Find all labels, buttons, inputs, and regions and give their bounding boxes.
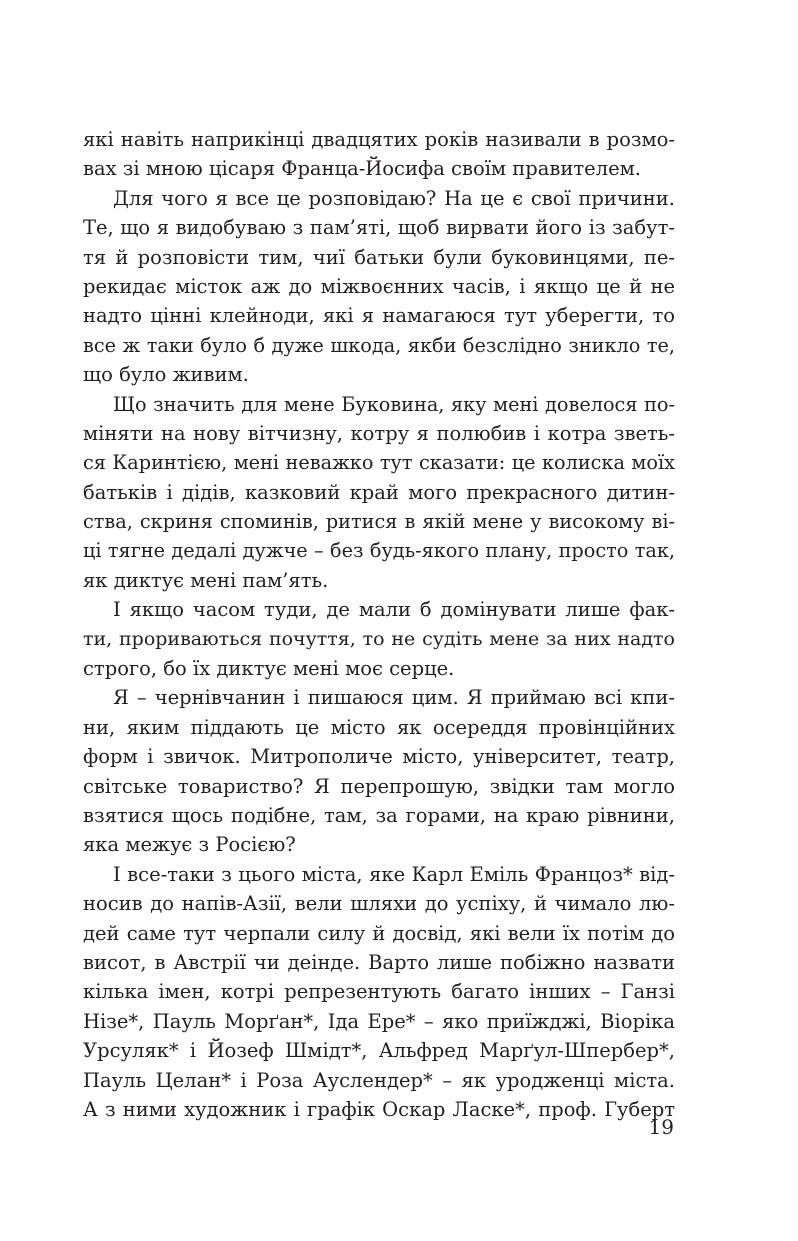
text-line: міняти на нову вітчизну, котру я полюбив і котра зветь-	[83, 421, 675, 445]
text-line: І якщо часом туди, де мали б домінувати лише фак-	[113, 598, 675, 622]
text-line: Я – чернівчанин і пишаюся цим. Я приймаю всі кпи-	[113, 686, 675, 710]
text-line: форм і звичок. Митрополиче місто, університет, театр,	[83, 745, 675, 769]
text-line: Нізе*, Пауль Морґан*, Іда Ере* – яко приїжджі, Віоріка	[83, 1009, 675, 1033]
text-line: Що значить для мене Буковина, яку мені довелося по-	[113, 392, 675, 416]
text-line: ці тягне дедалі дужче – без будь-якого плану, просто так,	[83, 539, 675, 563]
text-line: які навіть наприкінці двадцятих років називали в розмо-	[83, 128, 675, 151]
text-line: ти, прориваються почуття, то не судіть мене за них надто	[83, 627, 675, 650]
text-line: висот, в Австрії чи деінде. Варто лише побіжно назвати	[83, 950, 675, 974]
text-line: носив до напів-Азії, вели шляхи до успіху, й чимало лю-	[83, 892, 675, 916]
text-line: ни, яким піддають це місто як осереддя провінційних	[83, 715, 675, 739]
page-number: 19	[648, 1115, 674, 1139]
text-line: кілька імен, котрі репрезентують багато інших – Ганзі	[83, 980, 675, 1004]
text-line: вах зі мною цісаря Франца-Йосифа своїм правителем.	[83, 157, 641, 181]
text-line: Те, що я видобуваю з пам’яті, щоб вирвати його із забут-	[83, 216, 675, 240]
text-line: як диктує мені пам’ять.	[83, 568, 329, 592]
text-line: батьків і дідів, казковий край мого прекрасного дитин-	[83, 480, 675, 504]
text-line: рекидає місток аж до міжвоєнних часів, і якщо це й не	[83, 274, 675, 298]
text-line: ся Каринтією, мені неважко тут сказати: це колиска моїх	[83, 451, 675, 475]
text-line: надто цінні клейноди, які я намагаюся тут уберегти, то	[83, 304, 675, 328]
text-line: І все-таки з цього міста, яке Карл Еміль Францоз* від-	[113, 862, 675, 886]
text-line: строго, бо їх диктує мені моє серце.	[83, 657, 455, 681]
text-line: взятися щось подібне, там, за горами, на краю рівнини,	[83, 803, 675, 827]
text-line: світське товариство? Я перепрошую, звідки там могло	[83, 774, 675, 798]
text-line: яка межує з Росією?	[83, 833, 296, 857]
body-text	[83, 125, 675, 1124]
text-line: Урсуляк* і Йозеф Шмідт*, Альфред Марґул-Шпербер*,	[83, 1039, 675, 1063]
text-line: все ж таки було б дуже шкода, якби безслідно зникло те,	[83, 333, 675, 357]
text-line: що було живим.	[83, 363, 249, 387]
text-line: тя й розповісти тим, чиї батьки були буковинцями, пе-	[83, 245, 675, 269]
text-line: Пауль Целан* і Роза Ауслендер* – як уродженці міста.	[83, 1068, 675, 1092]
text-line: Для чого я все це розповідаю? На це є свої причини.	[113, 186, 675, 210]
text-line: дей саме тут черпали силу й досвід, які вели їх потім до	[83, 921, 675, 945]
text-line: А з ними художник і графік Оскар Ласке*, проф. Губерт	[83, 1097, 675, 1121]
text-line: ства, скриня споминів, ритися в якій мене у високому ві-	[83, 510, 675, 534]
